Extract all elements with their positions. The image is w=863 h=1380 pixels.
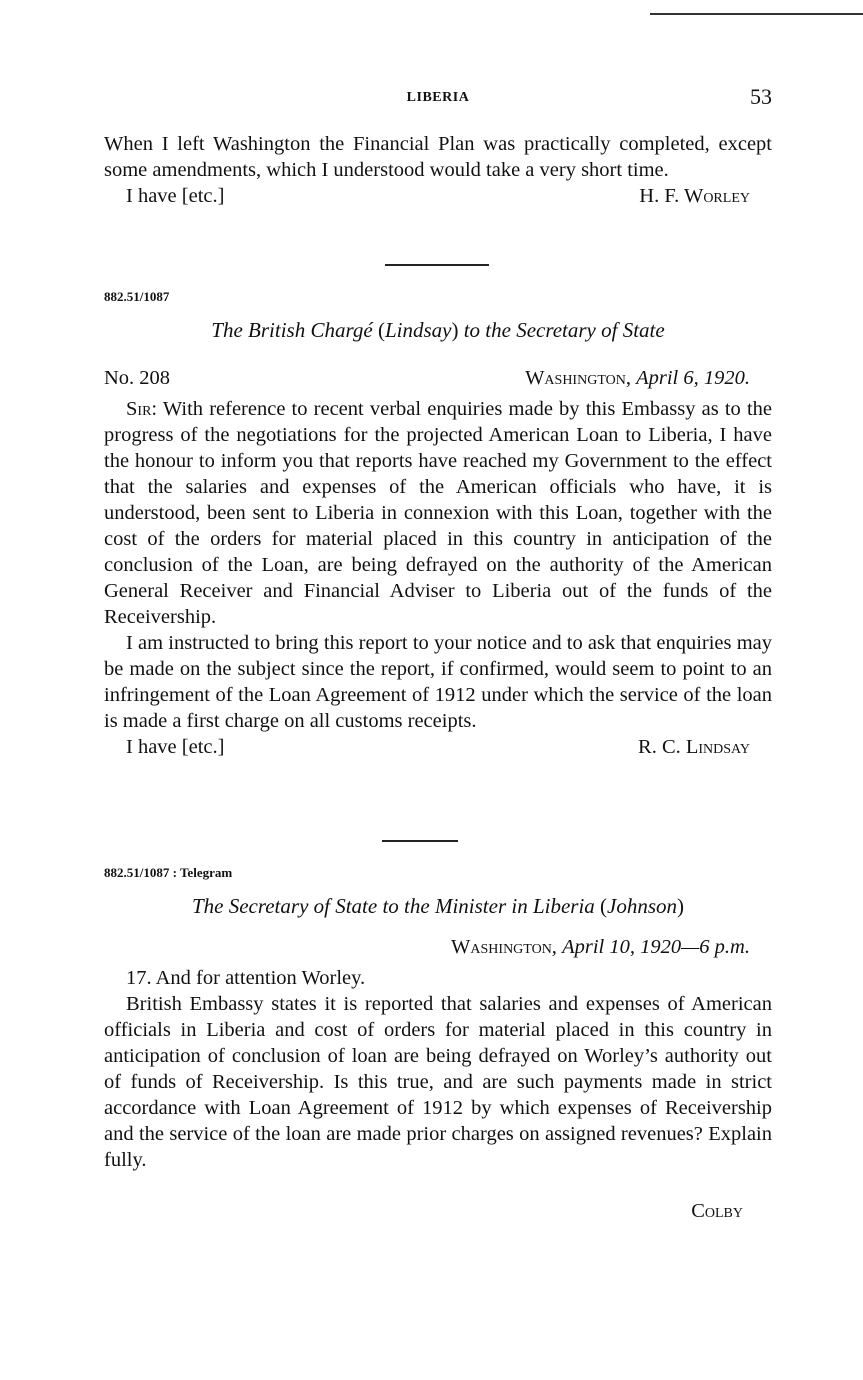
top-edge-rule — [650, 13, 863, 15]
page-number: 53 — [750, 84, 772, 109]
running-head: LIBERIA — [406, 90, 470, 105]
document-title: The Secretary of State to the Minister in Liberia (Johnson) — [191, 894, 685, 918]
salutation: Sir — [126, 398, 152, 420]
letter-worley-ending — [104, 131, 772, 209]
telegram-paragraph: British Embassy states it is reported that salaries and expenses of American officials in Liberia and cost of orders for material placed in this country in anticipation of conclusion of loan are being defrayed on Worley’s authority out of funds of Receivership. Is this true, and are such payments made in strict accordance with Loan Agreement of 1912 by which expenses of Receivership and the service of the loan are made prior charges on assigned revenues? Explain fully. — [104, 993, 772, 1171]
lindsay-closing: I have [etc.] — [126, 736, 225, 758]
worley-signature: H. F. Worley — [639, 185, 750, 207]
title-person-name: Johnson — [607, 894, 678, 918]
colby-signature: Colby — [691, 1200, 743, 1222]
telegram-body — [104, 965, 772, 1173]
place-and-date: Washington, April 6, 1920. — [525, 367, 750, 389]
place-and-date: Washington, April 10, 1920—6 p.m. — [451, 936, 750, 958]
worley-paragraph: When I left Washington the Financial Plan was practically completed, except some amendments, which I understood would take a very short time. — [104, 133, 772, 181]
lindsay-signature: R. C. Lindsay — [638, 736, 750, 758]
title-person-name: Lindsay — [384, 318, 452, 342]
dateline — [104, 367, 772, 393]
dateline — [104, 936, 772, 962]
body-paragraph: I am instructed to bring this report to your notice and to ask that enquiries may be made on the subject since the report, if confirmed, would seem to point to an infringement of the Loan Agreement of 1912 under which the service of the loan is made a first charge on all customs receipts. — [104, 632, 772, 732]
telegram-reference: 17. And for attention Worley. — [126, 967, 366, 989]
worley-closing: I have [etc.] — [126, 185, 225, 207]
section-divider — [385, 264, 489, 266]
page-header — [104, 86, 772, 116]
section-divider — [382, 840, 458, 842]
lindsay-signoff — [104, 734, 772, 760]
letter-body — [104, 396, 772, 760]
body-paragraph: Sir: With reference to recent verbal enquiries made by this Embassy as to the progress of the negotiations for the projected American Loan to Liberia, I have the honour to inform you that reports have reached my Government to the effect that the salaries and expenses of the American officials who have, it is understood, been sent to Liberia in connexion with this Loan, together with the cost of the orders for material placed in this country in anticipation of the conclusion of the Loan, are being defrayed on the authority of the American General Receiver and Financial Adviser to Liberia out of the funds of the Receivership. — [104, 398, 772, 628]
document-title: The British Chargé (Lindsay) to the Secretary of State — [211, 318, 665, 342]
file-number: 882.51/1087 : Telegram — [104, 865, 233, 880]
worley-signoff — [104, 183, 772, 209]
file-number: 882.51/1087 — [104, 289, 170, 304]
dispatch-number: No. 208 — [104, 367, 171, 389]
